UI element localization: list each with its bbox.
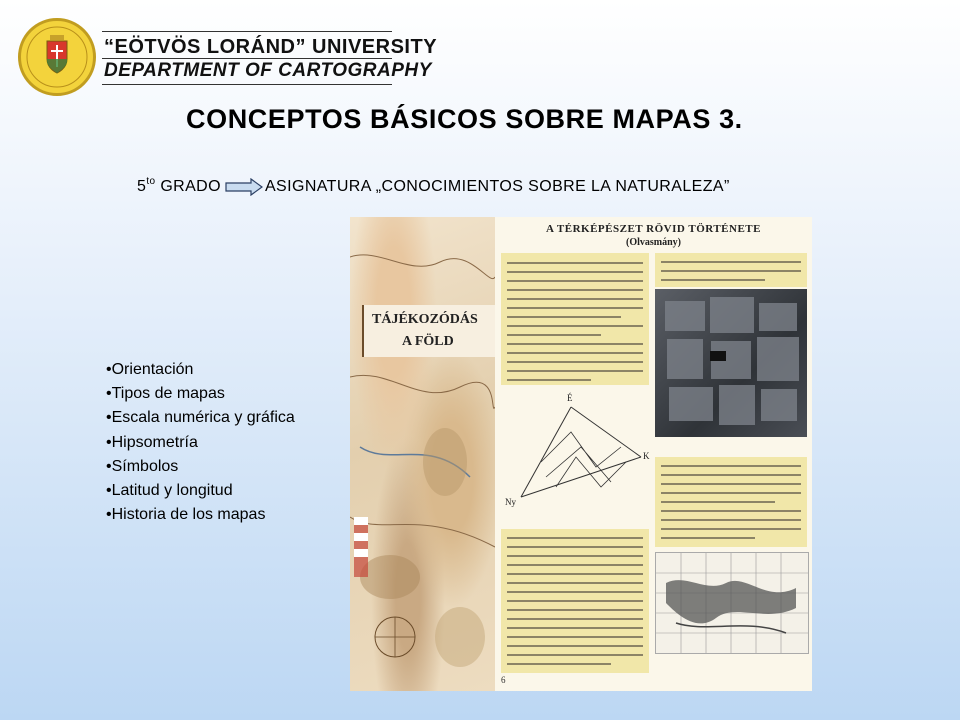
header-rule-middle — [102, 58, 392, 59]
article-text-block-3 — [655, 457, 807, 547]
slide-subtitle — [137, 175, 730, 196]
topic-list — [106, 358, 295, 527]
university-name: “EÖTVÖS LORÁND” UNIVERSITY — [104, 36, 438, 58]
header-rule-bottom — [102, 84, 392, 85]
article-subtitle: (Olvasmány) — [626, 237, 681, 248]
list-item: • Tipos de mapas — [106, 382, 295, 406]
list-item: • Hipsometría — [106, 431, 295, 455]
papyrus-map-photo — [655, 289, 807, 437]
article-text-block-2 — [655, 253, 807, 287]
article-text-block-4 — [501, 529, 649, 673]
map-banner-line2: A FÖLD — [402, 334, 454, 349]
orientation-sketch — [501, 387, 651, 527]
list-item: • Escala numérica y gráfica — [106, 406, 295, 430]
ptolemy-map-photo — [655, 552, 809, 654]
department-name: DEPARTMENT OF CARTOGRAPHY — [104, 60, 432, 81]
header-rule-top — [102, 31, 392, 32]
list-item: • Historia de los mapas — [106, 503, 295, 527]
slide-title: CONCEPTOS BÁSICOS SOBRE MAPAS 3. — [186, 104, 743, 134]
page-number: 6 — [501, 675, 506, 685]
right-arrow-icon — [225, 178, 263, 196]
map-banner — [362, 305, 495, 357]
university-seal-icon — [18, 18, 96, 96]
grade-suffix: to — [146, 175, 156, 187]
sketch-label-left: Ny — [505, 497, 516, 507]
textbook-article-image — [495, 217, 812, 691]
sketch-label-top: É — [567, 393, 573, 403]
list-item: • Orientación — [106, 358, 295, 382]
article-text-block-1 — [501, 253, 649, 385]
sketch-label-right: K — [643, 451, 650, 461]
subject-label: ASIGNATURA „CONOCIMIENTOS SOBRE LA NATURALEZA” — [264, 178, 730, 195]
grade-label: GRADO — [160, 178, 221, 195]
grade-number: 5 — [137, 178, 147, 195]
map-banner-line1: TÁJÉKOZÓDÁS — [372, 312, 478, 327]
list-item: • Símbolos — [106, 455, 295, 479]
historic-map-image — [350, 217, 495, 691]
article-title: A TÉRKÉPÉSZET RÖVID TÖRTÉNETE — [546, 223, 761, 235]
list-item: • Latitud y longitud — [106, 479, 295, 503]
